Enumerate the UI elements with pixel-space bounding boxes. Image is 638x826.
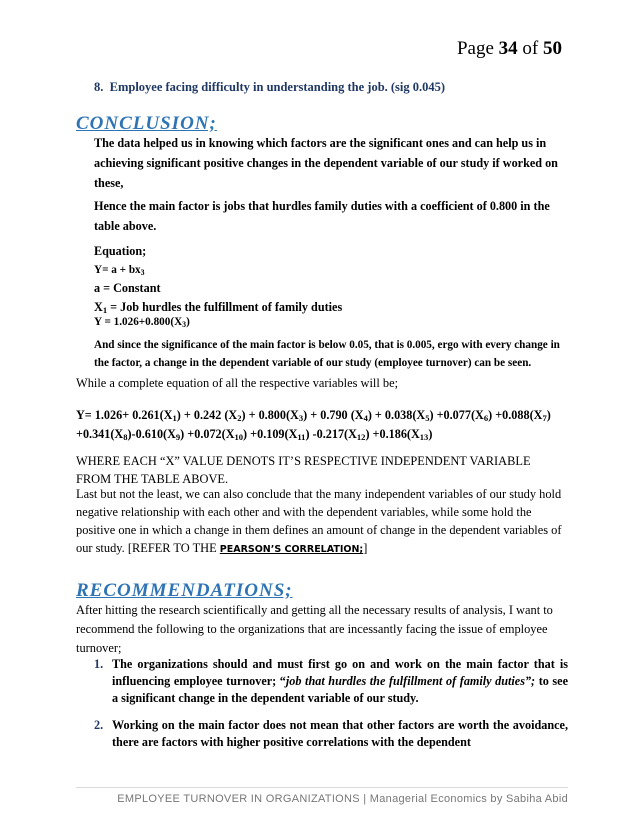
equation-subscript: 3 (298, 413, 304, 423)
equation-term: ) +0.186(X (365, 427, 420, 441)
conclusion-paragraph-2: Hence the main factor is jobs that hurdles family duties with a coefficient of 0.800 in the table above. (94, 199, 550, 233)
recommendations-heading: RECOMMENDATIONS; (76, 580, 293, 601)
equation-subscript: 10 (234, 432, 244, 442)
recommendations-list (76, 656, 568, 761)
recommendation-number: 1. (94, 657, 104, 671)
equation-term: ) +0.072(X (180, 427, 235, 441)
equation-constant: a = Constant (94, 281, 161, 295)
recommendation-text: to see a significant change in the dependent variable of our study. (112, 674, 568, 705)
recommendation-item (76, 656, 568, 707)
recommendation-number: 2. (94, 718, 104, 732)
recommendation-text: Working on the main factor does not mean that other factors are worth the avoidance, there are factors with higher positive correlations with the dependent (112, 718, 568, 749)
equation-variable: $X_1$ = Job hurdles the fulfillment of family duties (94, 300, 343, 315)
recommendation-item (76, 717, 568, 751)
full-equation (76, 406, 568, 444)
equation-subscript: 7 (542, 413, 547, 423)
page-current: 34 (498, 38, 518, 59)
equation-term: ) + 0.800(X (241, 408, 299, 422)
equation-subscript: 2 (237, 413, 242, 423)
conclusion-paragraph-1: The data helped us in knowing which factors are the significant ones and can help us in achieving significant positive changes in the dependent variable of our study if worked on these, (94, 136, 558, 190)
equation-subscript: 8 (123, 432, 128, 442)
recommendation-text: job that hurdles the fulfillment of family duties”; (285, 674, 536, 688)
equation-subscript: 12 (356, 432, 366, 442)
equation-subscript: 6 (483, 413, 489, 423)
equation-subscript: 1 (172, 413, 177, 423)
equation-term: ) + 0.038(X (367, 408, 426, 422)
page-footer: EMPLOYEE TURNOVER IN ORGANIZATIONS | Managerial Economics by Sabiha Abid (117, 793, 568, 805)
conclusion-paragraph-4: While a complete equation of all the respective variables will be; (76, 376, 399, 390)
conclusion-heading: CONCLUSION; (76, 113, 217, 134)
page-number: Page 34 of 50 (456, 38, 562, 59)
equation-subscript: 11 (297, 432, 306, 442)
conclusion-paragraph-3: And since the significance of the main factor is below 0.05, that is 0.005, ergo with every change in the factor, a change in the dependent variable of our study (employee turnover) can be seen. (94, 339, 560, 369)
finding-number: 8. (94, 80, 104, 94)
equation-term: Y= 1.026+ 0.261(X (76, 408, 173, 422)
equation-subscript: 4 (363, 413, 368, 423)
footer-divider (76, 787, 568, 788)
equation-specific: $Y = 1.026+0.800(X_3)$ (94, 316, 190, 329)
equation-term: ) + 0.790 (X (303, 408, 364, 422)
equation-term: ) +0.088(X (488, 408, 543, 422)
conclusion-paragraph-5: WHERE EACH “X” VALUE DENOTS IT’S RESPECTIVE INDEPENDENT VARIABLE FROM THE TABLE ABOVE. (76, 454, 531, 486)
equation-subscript: 9 (175, 432, 181, 442)
equation-general: $Y= a + bx_3$ (94, 264, 145, 277)
equation-term: )-0.610(X (127, 427, 176, 441)
recommendations-intro: After hitting the research scientifically and getting all the necessary results of analysis, I want to recommend the following to the organizations that are incessantly facing the issue of employee turnover; (76, 603, 553, 655)
pearson-correlation-link[interactable]: PEARSON’S CORRELATION; (219, 544, 364, 555)
equation-term: ) +0.077(X (429, 408, 484, 422)
finding-item-8 (94, 80, 445, 95)
finding-text: Employee facing difficulty in understanding the job. (sig 0.045) (109, 80, 446, 94)
recommendation-text: The organizations should and must first go on and work on the main factor that is influencing employee turnover; “ (112, 657, 568, 688)
equation-term: ) -0.217(X (305, 427, 357, 441)
page-total: 50 (543, 38, 562, 59)
equation-subscript: 13 (419, 432, 429, 442)
conclusion-paragraph-6: Last but not the least, we can also conclude that the many independent variables of our study hold negative relationship with each other and with the dependent variables, while some hold the positive one in which a change in them defines an amount of change in the dependent variables of our study. [REFER TO THE PEARSON’S CORRELATION;] (76, 487, 562, 555)
equation-term: ) + 0.242 (X (176, 408, 238, 422)
equation-term: ) +0.109(X (243, 427, 298, 441)
equation-term: ) (428, 427, 433, 441)
equation-subscript: 5 (425, 413, 430, 423)
equation-term: ) +0.341(X (76, 408, 551, 441)
equation-label: Equation; (94, 244, 147, 258)
